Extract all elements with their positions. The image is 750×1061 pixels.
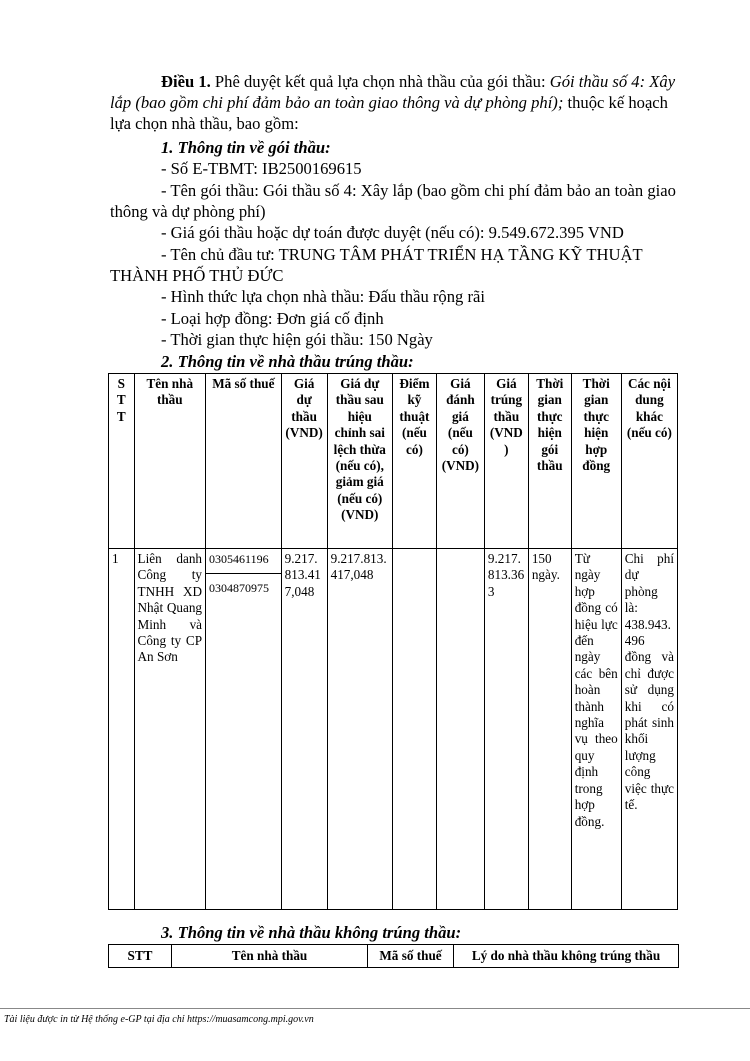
cell-package-time: 150 ngày. (528, 549, 571, 910)
article-text-b: thuộc kế hoạch lựa chọn nhà thầu, bao gồm: (110, 93, 668, 133)
header-stt: STT (109, 945, 172, 968)
info-item-package-name: - Tên gói thầu: Gói thầu số 4: Xây lắp (bao gồm chi phí đảm bảo an toàn giao thông và dự phòng phí) (110, 181, 676, 221)
header-tax-code: Mã số thuế (206, 374, 282, 549)
losing-contractor-table (108, 944, 679, 968)
header-tax-code: Mã số thuế (368, 945, 454, 968)
header-reason: Lý do nhà thầu không trúng thầu (454, 945, 679, 968)
tax-code-1: 0305461196 (209, 552, 269, 566)
header-bid-price: Giá dự thầu (VND) (281, 374, 327, 549)
winning-contractor-table (108, 373, 678, 910)
section-2-heading: 2. Thông tin về nhà thầu trúng thầu: (161, 352, 414, 371)
cell-bid-price: 9.217.813.417,048 (281, 549, 327, 910)
footer-note: Tài liệu được in từ Hệ thống e-GP tại địa chỉ https://muasamcong.mpi.gov.vn (4, 1014, 314, 1025)
cell-contract-time: Từ ngày hợp đồng có hiệu lực đến ngày các bên hoàn thành nghĩa vụ theo quy định trong hợp đồng. (571, 549, 621, 910)
table-header-row (109, 945, 679, 968)
cell-adjusted-price: 9.217.813.417,048 (327, 549, 392, 910)
table-row (109, 549, 678, 910)
header-technical-score: Điểm kỹ thuật (nếu có) (392, 374, 436, 549)
info-item-investor: - Tên chủ đầu tư: TRUNG TÂM PHÁT TRIỂN HẠ TẦNG KỸ THUẬT THÀNH PHỐ THỦ ĐỨC (110, 245, 643, 285)
cell-contractor-name: Liên danh Công ty TNHH XD Nhật Quang Minh và Công ty CP An Sơn (134, 549, 206, 910)
cell-tax-codes (206, 549, 282, 910)
cell-other: Chi phí dự phòng là: 438.943.496 đồng và chỉ được sử dụng khi có phát sinh khối lượng công việc thực tế. (621, 549, 677, 910)
tax-code-2: 0304870975 (206, 573, 281, 596)
header-winning-price: Giá trúng thầu (VND) (484, 374, 528, 549)
header-evaluated-price: Giá đánh giá (nếu có) (VND) (436, 374, 484, 549)
header-adjusted-price: Giá dự thầu sau hiệu chỉnh sai lệch thừa (nếu có), giảm giá (nếu có) (VND) (327, 374, 392, 549)
info-item-contract-type: - Loại hợp đồng: Đơn giá cố định (161, 309, 384, 328)
header-stt: STT (109, 374, 135, 549)
cell-technical-score (392, 549, 436, 910)
footer-divider (0, 1008, 750, 1009)
info-item-package-price: - Giá gói thầu hoặc dự toán được duyệt (nếu có): 9.549.672.395 VND (161, 223, 624, 242)
section-1-heading: 1. Thông tin về gói thầu: (161, 138, 331, 157)
info-item-duration: - Thời gian thực hiện gói thầu: 150 Ngày (161, 330, 433, 349)
header-contract-time: Thời gian thực hiện hợp đồng (571, 374, 621, 549)
info-item-etbmt: - Số E-TBMT: IB2500169615 (161, 159, 362, 178)
cell-winning-price: 9.217.813.363 (484, 549, 528, 910)
info-item-selection-method: - Hình thức lựa chọn nhà thầu: Đấu thầu rộng rãi (161, 287, 485, 306)
header-other: Các nội dung khác (nếu có) (621, 374, 677, 549)
package-name-italic: Gói thầu số 4: Xây lắp (bao gồm chi phí đảm bảo an toàn giao thông và dự phòng phí); (110, 72, 676, 112)
header-contractor-name: Tên nhà thầu (134, 374, 206, 549)
article-label: Điều 1. (161, 72, 211, 91)
header-contractor-name: Tên nhà thầu (172, 945, 368, 968)
article-1-paragraph (110, 71, 680, 134)
article-text-a: Phê duyệt kết quả lựa chọn nhà thầu của gói thầu: (210, 72, 550, 91)
cell-stt: 1 (109, 549, 135, 910)
header-package-time: Thời gian thực hiện gói thầu (528, 374, 571, 549)
cell-evaluated-price (436, 549, 484, 910)
section-3-heading: 3. Thông tin về nhà thầu không trúng thầu: (161, 923, 462, 942)
table-header-row (109, 374, 678, 549)
